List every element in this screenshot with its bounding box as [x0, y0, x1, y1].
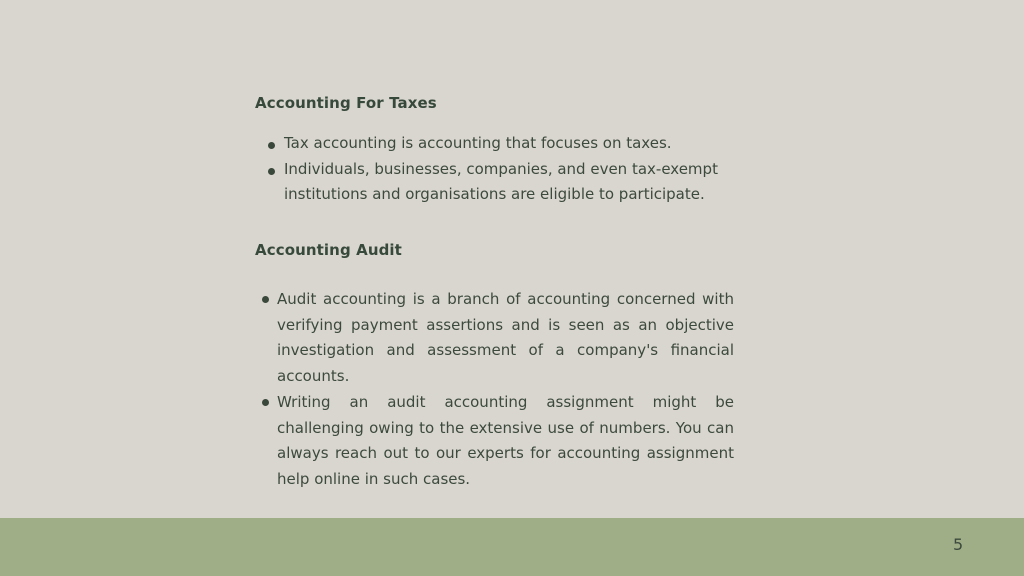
bullet-item — [284, 157, 754, 208]
section-heading-audit: Accounting Audit — [255, 241, 402, 259]
section-heading-taxes: Accounting For Taxes — [255, 94, 437, 112]
bullet-item — [277, 287, 734, 390]
bullet-item — [284, 131, 754, 157]
bullet-text: Writing an audit accounting assignment might be challenging owing to the extensive use of numbers. You can always reach out to our experts for accounting assignment help online in such cases. — [277, 392, 734, 488]
bullet-dot-icon — [262, 296, 269, 303]
bullet-item — [277, 390, 734, 493]
footer-band — [0, 518, 1024, 576]
page-number: 5 — [953, 535, 964, 554]
bullet-text: Individuals, businesses, companies, and even tax-exempt institutions and organisations are eligible to participate. — [284, 159, 718, 203]
bullet-text: Audit accounting is a branch of accounting concerned with verifying payment assertions and is seen as an objective investigation and assessment of a company's financial accounts. — [277, 290, 734, 386]
audit-bullet-list — [277, 287, 734, 493]
bullet-text: Tax accounting is accounting that focuses on taxes. — [284, 134, 672, 152]
bullet-dot-icon — [268, 168, 275, 175]
taxes-bullet-list — [284, 131, 754, 208]
bullet-dot-icon — [262, 399, 269, 406]
bullet-dot-icon — [268, 142, 275, 149]
